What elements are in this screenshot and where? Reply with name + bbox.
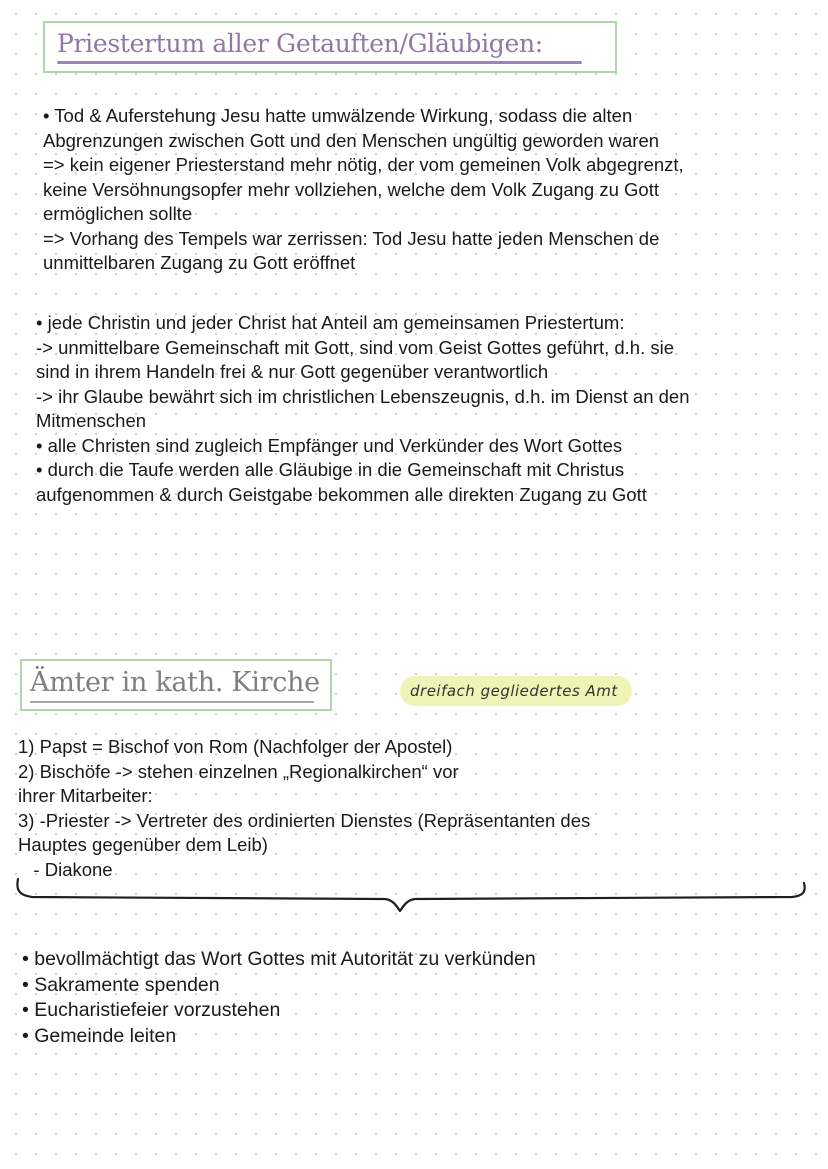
- list-item: 3) -Priester -> Vertreter des ordinierten Dienstes (Repräsentanten des: [18, 809, 591, 831]
- text-line: • Tod & Auferstehung Jesu hatte umwälzende Wirkung, sodass die alten: [43, 105, 633, 126]
- section-1-paragraph-1: [43, 104, 684, 276]
- list-item: • Gemeinde leiten: [22, 1024, 177, 1047]
- text-line: keine Versöhnungsopfer mehr vollziehen, welche dem Volk Zugang zu Gott: [43, 178, 660, 200]
- list-item: • Eucharistiefeier vorzustehen: [22, 999, 281, 1021]
- text-line: => kein eigener Priesterstand mehr nötig, der vom gemeinen Volk abgegrenzt,: [43, 154, 684, 175]
- text-line: -> ihr Glaube bewährt sich im christlichen Lebenszeugnis, d.h. im Dienst an den: [36, 385, 690, 407]
- text-line: Mitmenschen: [36, 410, 147, 431]
- highlight-note: dreifach gegliedertes Amt: [400, 676, 632, 706]
- text-line: unmittelbaren Zugang zu Gott eröffnet: [43, 252, 356, 273]
- list-item: 2) Bischöfe -> stehen einzelnen „Regionalkirchen“ vor: [18, 760, 459, 782]
- text-line: aufgenommen & durch Geistgabe bekommen alle direkten Zugang zu Gott: [36, 483, 647, 505]
- text-line: ermöglichen sollte: [43, 203, 193, 224]
- text-line: => Vorhang des Tempels war zerrissen: Tod Jesu hatte jeden Menschen de: [43, 227, 660, 249]
- list-item: 1) Papst = Bischof von Rom (Nachfolger der Apostel): [18, 736, 453, 757]
- text-line: Abgrenzungen zwischen Gott und den Menschen ungültig geworden waren: [43, 129, 660, 151]
- text-line: -> unmittelbare Gemeinschaft mit Gott, sind vom Geist Gottes geführt, d.h. sie: [36, 336, 675, 358]
- section-1-paragraph-2: [36, 311, 690, 507]
- list-item: • Sakramente spenden: [22, 973, 220, 996]
- section-2-title-underline: [30, 701, 314, 703]
- list-item: • bevollmächtigt das Wort Gottes mit Autorität zu verkünden: [22, 948, 536, 970]
- section-1-title-box: [43, 21, 617, 73]
- text-line: sind in ihrem Handeln frei & nur Gott gegenüber verantwortlich: [36, 361, 549, 382]
- list-item: Hauptes gegenüber dem Leib): [18, 834, 268, 855]
- offices-list: [18, 735, 590, 882]
- curly-brace: [12, 875, 812, 915]
- section-2-title-box: [20, 659, 332, 711]
- section-1-title: Priestertum aller Getauften/Gläubigen:: [57, 29, 543, 58]
- text-line: • durch die Taufe werden alle Gläubige in die Gemeinschaft mit Christus: [36, 459, 625, 480]
- list-item: ihrer Mitarbeiter:: [18, 785, 153, 806]
- text-line: • jede Christin und jeder Christ hat Anteil am gemeinsamen Priestertum:: [36, 312, 625, 333]
- list-item: - Diakone: [18, 858, 113, 880]
- section-2-title: Ämter in kath. Kirche: [30, 667, 320, 698]
- text-line: • alle Christen sind zugleich Empfänger und Verkünder des Wort Gottes: [36, 434, 623, 456]
- section-1-title-underline: [57, 61, 582, 64]
- tasks-list: [22, 947, 536, 1049]
